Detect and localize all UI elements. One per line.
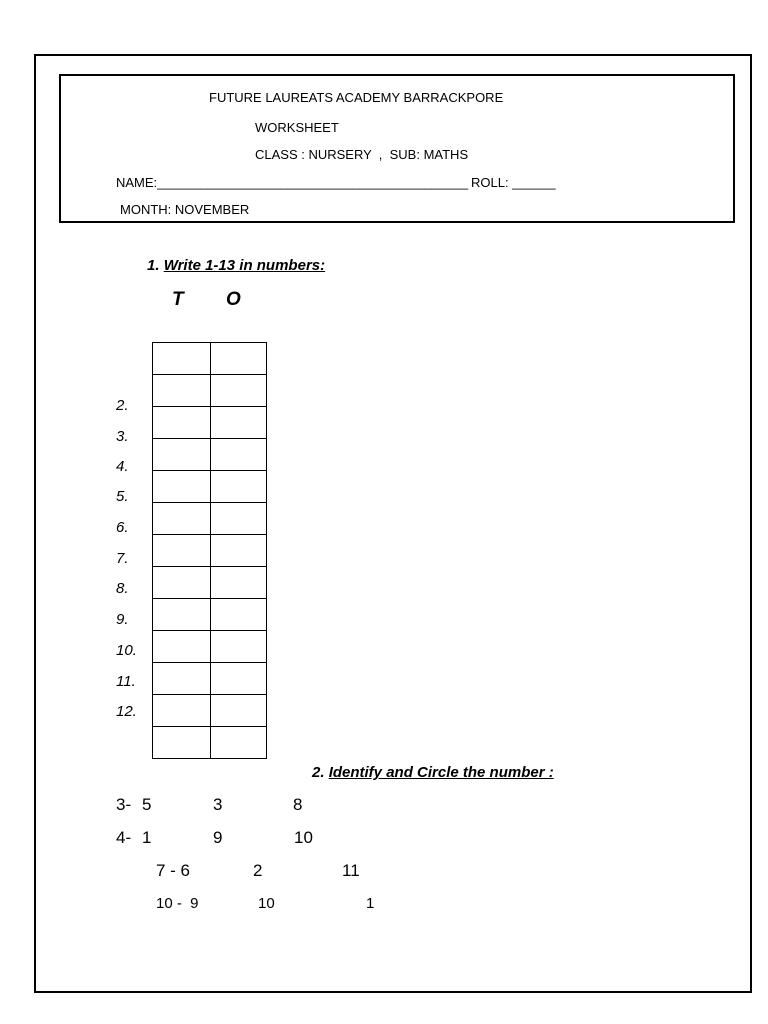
grid-row [153,663,267,695]
tens-ones-grid [152,342,267,759]
class-subject: CLASS : NURSERY , SUB: MATHS [255,147,469,162]
circle-option[interactable]: 10 [258,895,275,912]
question-2-number: 2. [312,764,325,781]
row-label: 2. [116,397,129,414]
row-label: 9. [116,611,129,628]
circle-option[interactable]: 1 [142,828,152,847]
grid-row [153,535,267,567]
ones-cell[interactable] [211,439,267,471]
question-2-text: Identify and Circle the number : [328,764,554,781]
tens-cell[interactable] [153,535,211,567]
ones-cell[interactable] [211,407,267,439]
tens-cell[interactable] [153,439,211,471]
tens-cell[interactable] [153,503,211,535]
row-label: 5. [116,488,129,505]
question-1-number: 1. [147,257,160,274]
circle-option[interactable]: 11 [342,861,360,880]
ones-cell[interactable] [211,503,267,535]
row-label: 6. [116,519,129,536]
circle-prompt: 7 - 6 [156,861,191,880]
circle-option[interactable]: 3 [213,795,223,814]
circle-option[interactable]: 8 [293,795,303,814]
roll-field[interactable]: ROLL: ______ [471,175,556,190]
tens-cell[interactable] [153,567,211,599]
tens-cell[interactable] [153,343,211,375]
row-label: 11. [116,673,136,690]
tens-cell[interactable] [153,695,211,727]
grid-row [153,343,267,375]
circle-option[interactable]: 2 [253,861,263,880]
grid-row [153,407,267,439]
ones-cell[interactable] [211,695,267,727]
ones-cell[interactable] [211,727,267,759]
question-1-title [147,257,325,274]
circle-option[interactable]: 1 [366,895,375,912]
grid-row [153,375,267,407]
tens-cell[interactable] [153,631,211,663]
ones-cell[interactable] [211,663,267,695]
school-name: FUTURE LAUREATS ACADEMY BARRACKPORE [209,90,504,105]
grid-row [153,599,267,631]
row-label: 4. [116,458,129,475]
grid-row [153,567,267,599]
ones-column-label: O [226,289,241,310]
row-label: 8. [116,580,129,597]
grid-row [153,727,267,759]
circle-option[interactable]: 10 [294,828,313,847]
ones-cell[interactable] [211,375,267,407]
name-field[interactable]: NAME:___________________________________________ [116,175,469,190]
tens-cell[interactable] [153,663,211,695]
circle-option[interactable]: 5 [142,795,152,814]
ones-cell[interactable] [211,567,267,599]
row-label: 3. [116,428,129,445]
tens-column-label: T [172,289,184,310]
worksheet-label: WORKSHEET [255,120,339,135]
grid-row [153,695,267,727]
tens-cell[interactable] [153,727,211,759]
circle-option[interactable]: 9 [213,828,223,847]
row-label: 12. [116,703,137,720]
row-label: 10. [116,642,137,659]
question-1-text: Write 1-13 in numbers: [163,257,326,274]
grid-row [153,439,267,471]
month-label: MONTH: NOVEMBER [120,202,250,217]
tens-cell[interactable] [153,599,211,631]
tens-cell[interactable] [153,407,211,439]
tens-cell[interactable] [153,471,211,503]
ones-cell[interactable] [211,471,267,503]
ones-cell[interactable] [211,599,267,631]
grid-row [153,471,267,503]
circle-prompt: 4- [116,828,132,847]
grid-row [153,631,267,663]
circle-prompt: 10 - 9 [156,895,199,912]
question-2-title [312,764,554,781]
row-label: 7. [116,550,129,567]
ones-cell[interactable] [211,343,267,375]
circle-prompt: 3- [116,795,132,814]
ones-cell[interactable] [211,535,267,567]
ones-cell[interactable] [211,631,267,663]
tens-cell[interactable] [153,375,211,407]
grid-row [153,503,267,535]
